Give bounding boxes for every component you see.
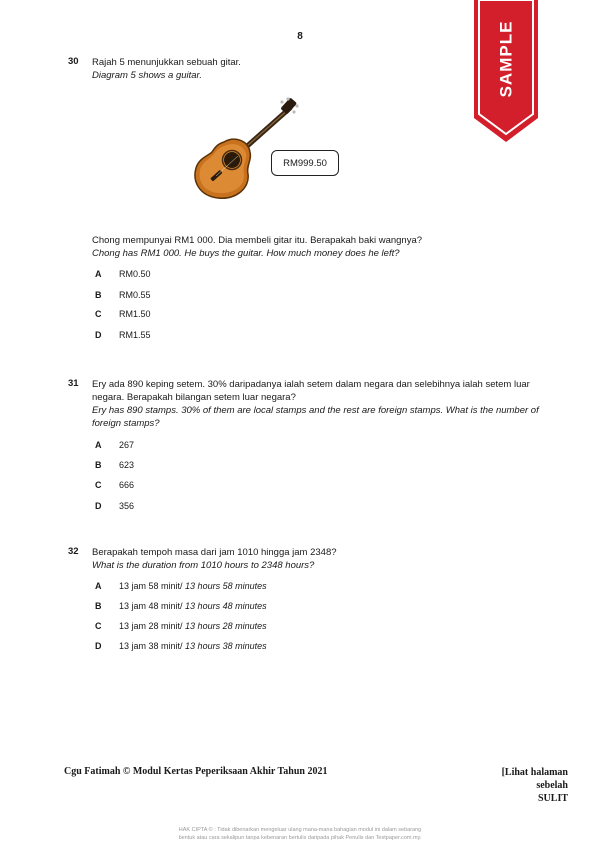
footer-next-page-label: [Lihat halaman sebelah	[501, 767, 568, 791]
question-30-subtext-ms: Chong mempunyai RM1 000. Dia membeli gitar itu. Berapakah baki wangnya?	[92, 235, 423, 246]
option-value: RM1.55	[119, 330, 151, 340]
option-letter: C	[95, 309, 102, 319]
copyright-line-1: HAK CIPTA © : Tidak dibenarkan mengeluar ulang mana-mana bahagian modul ini dalam sebarang	[178, 827, 422, 833]
option-letter: B	[95, 601, 102, 611]
guitar-icon	[190, 96, 300, 200]
option-letter: D	[95, 641, 102, 651]
option-value: RM1.50	[119, 309, 151, 319]
option-letter: A	[95, 269, 102, 279]
option-letter: B	[95, 460, 102, 470]
question-30-subtext-en: Chong has RM1 000. He buys the guitar. How much money does he left?	[92, 248, 400, 259]
page-number: 8	[297, 31, 303, 42]
question-32-option-a	[95, 581, 267, 591]
question-30-option-a	[95, 269, 151, 279]
question-number-31: 31	[68, 378, 79, 389]
option-value: 356	[119, 501, 135, 511]
copyright-notice	[100, 826, 500, 842]
question-31-option-a	[95, 440, 134, 450]
option-value: RM0.55	[119, 290, 151, 300]
question-30-option-d	[95, 330, 151, 340]
option-value: RM0.50	[119, 269, 151, 279]
question-31-option-d	[95, 501, 134, 511]
question-31-text-ms: Ery ada 890 keping setem. 30% daripadanya ialah setem dalam negara dan selebihnya ialah setem luar negara. Berapakah bilangan setem luar negara?	[92, 379, 530, 403]
option-letter: C	[95, 621, 102, 631]
question-31-text	[92, 378, 542, 430]
question-30-text-ms: Rajah 5 menunjukkan sebuah gitar.	[92, 57, 241, 68]
sample-watermark	[476, 10, 536, 108]
option-value-ms: 13 jam 58 minit/	[119, 581, 183, 591]
question-number-30: 30	[68, 56, 79, 67]
option-value-en: 13 hours 28 minutes	[185, 621, 267, 631]
option-letter: A	[95, 581, 102, 591]
question-30-subtext	[92, 234, 512, 260]
option-letter: D	[95, 330, 102, 340]
question-31-option-c	[95, 480, 134, 490]
question-31-text-en: Ery has 890 stamps. 30% of them are local stamps and the rest are foreign stamps. What is the number of foreign stamps?	[92, 405, 539, 429]
question-31-option-b	[95, 460, 134, 470]
option-value-en: 13 hours 38 minutes	[185, 641, 267, 651]
option-letter: D	[95, 501, 102, 511]
question-30-option-b	[95, 290, 151, 300]
option-letter: C	[95, 480, 102, 490]
footer-next-page	[472, 766, 568, 805]
option-value: 267	[119, 440, 135, 450]
footer-source: Cgu Fatimah © Modul Kertas Peperiksaan Akhir Tahun 2021	[64, 766, 328, 777]
question-30-text	[92, 56, 462, 82]
option-letter: B	[95, 290, 102, 300]
question-30-option-c	[95, 309, 151, 319]
option-letter: A	[95, 440, 102, 450]
price-label: RM999.50	[271, 150, 339, 176]
footer-classification: SULIT	[537, 793, 568, 804]
question-32-text	[92, 546, 512, 572]
option-value-ms: 13 jam 28 minit/	[119, 621, 183, 631]
question-32-text-en: What is the duration from 1010 hours to 2348 hours?	[92, 560, 315, 571]
question-32-text-ms: Berapakah tempoh masa dari jam 1010 hingga jam 2348?	[92, 547, 337, 558]
question-32-option-b	[95, 601, 267, 611]
sample-watermark-text: SAMPLE	[496, 20, 515, 98]
question-32-option-c	[95, 621, 267, 631]
option-value-en: 13 hours 48 minutes	[185, 601, 267, 611]
option-value: 623	[119, 460, 135, 470]
copyright-line-2: bentuk atau cara sekalipun tanpa kebenaran bertulis daripada pihak Penulis dan Testpaper.com.my.	[178, 835, 422, 841]
option-value: 666	[119, 480, 135, 490]
option-value-en: 13 hours 58 minutes	[185, 581, 267, 591]
option-value-ms: 13 jam 48 minit/	[119, 601, 183, 611]
question-32-option-d	[95, 641, 267, 651]
option-value-ms: 13 jam 38 minit/	[119, 641, 183, 651]
question-number-32: 32	[68, 546, 79, 557]
question-30-text-en: Diagram 5 shows a guitar.	[92, 70, 203, 81]
